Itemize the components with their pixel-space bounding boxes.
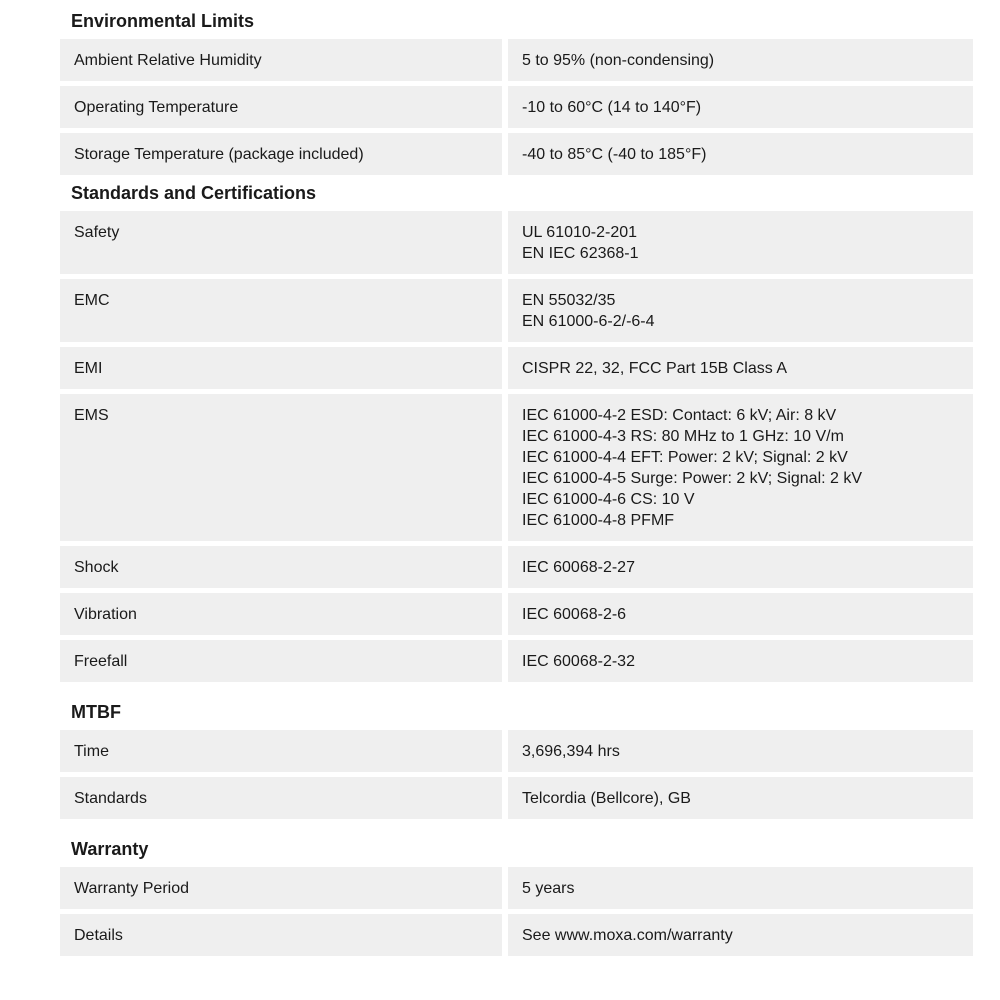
spec-label: EMI <box>60 347 502 389</box>
spec-value-line: -10 to 60°C (14 to 140°F) <box>522 99 702 116</box>
spec-value-line: EN IEC 62368-1 <box>522 245 639 262</box>
spec-value-line: IEC 61000-4-5 Surge: Power: 2 kV; Signal: 2 kV <box>522 470 863 487</box>
section-title: MTBF <box>71 702 121 722</box>
spec-value-line: CISPR 22, 32, FCC Part 15B Class A <box>522 360 787 377</box>
spec-value <box>508 593 973 635</box>
section-mtbf <box>60 699 973 836</box>
spec-value <box>508 914 973 956</box>
spec-value <box>508 394 973 541</box>
section-title: Warranty <box>71 839 149 859</box>
section-environmental-limits <box>60 8 973 175</box>
spec-value <box>508 347 973 389</box>
section-title: Standards and Certifications <box>71 183 317 203</box>
spec-row <box>60 593 973 635</box>
spec-label: Freefall <box>60 640 502 682</box>
section-standards-certifications <box>60 180 973 699</box>
spec-value-line: -40 to 85°C (-40 to 185°F) <box>522 146 707 163</box>
spec-value-line: Telcordia (Bellcore), GB <box>522 790 691 807</box>
spec-value-line: UL 61010-2-201 <box>522 224 638 241</box>
spec-value-line: IEC 61000-4-6 CS: 10 V <box>522 491 695 508</box>
spec-label: Time <box>60 730 502 772</box>
spec-row <box>60 39 973 81</box>
spec-label: Standards <box>60 777 502 819</box>
spec-value <box>508 211 973 274</box>
spec-row <box>60 867 973 909</box>
spec-value <box>508 39 973 81</box>
spec-row <box>60 211 973 274</box>
spec-label: Ambient Relative Humidity <box>60 39 502 81</box>
spec-row <box>60 394 973 541</box>
spec-label: Shock <box>60 546 502 588</box>
spec-value-line: IEC 61000-4-4 EFT: Power: 2 kV; Signal: 2 kV <box>522 449 848 466</box>
spec-label: EMC <box>60 279 502 342</box>
section-warranty <box>60 836 973 956</box>
spec-row <box>60 86 973 128</box>
spec-value-line: IEC 60068-2-6 <box>522 606 627 623</box>
spec-row <box>60 347 973 389</box>
spec-value <box>508 133 973 175</box>
spec-value-line: IEC 61000-4-8 PFMF <box>522 512 675 529</box>
spec-row <box>60 279 973 342</box>
spec-label: Warranty Period <box>60 867 502 909</box>
spec-label: Details <box>60 914 502 956</box>
spec-value <box>508 730 973 772</box>
spec-value-line: 3,696,394 hrs <box>522 743 620 760</box>
spec-label: Operating Temperature <box>60 86 502 128</box>
spec-row <box>60 133 973 175</box>
spec-row <box>60 546 973 588</box>
spec-value <box>508 867 973 909</box>
section-title: Environmental Limits <box>71 11 255 31</box>
spec-value-line: EN 61000-6-2/-6-4 <box>522 313 655 330</box>
spec-value-line: 5 years <box>522 880 575 897</box>
spec-document <box>60 8 973 961</box>
spec-label: Safety <box>60 211 502 274</box>
spec-value <box>508 546 973 588</box>
spec-value <box>508 777 973 819</box>
spec-row <box>60 914 973 956</box>
spec-label: EMS <box>60 394 502 541</box>
spec-row <box>60 730 973 772</box>
spec-value <box>508 279 973 342</box>
spec-label: Vibration <box>60 593 502 635</box>
spec-label: Storage Temperature (package included) <box>60 133 502 175</box>
spec-value-line: IEC 61000-4-2 ESD: Contact: 6 kV; Air: 8 kV <box>522 407 837 424</box>
spec-value-line: IEC 60068-2-32 <box>522 653 635 670</box>
spec-value <box>508 640 973 682</box>
spec-value-line: IEC 60068-2-27 <box>522 559 635 576</box>
spec-value <box>508 86 973 128</box>
spec-row <box>60 640 973 682</box>
spec-value-line: EN 55032/35 <box>522 292 616 309</box>
spec-value-line: 5 to 95% (non-condensing) <box>522 52 715 69</box>
spec-value-line: IEC 61000-4-3 RS: 80 MHz to 1 GHz: 10 V/m <box>522 428 844 445</box>
spec-value-line: See www.moxa.com/warranty <box>522 927 733 944</box>
spec-row <box>60 777 973 819</box>
